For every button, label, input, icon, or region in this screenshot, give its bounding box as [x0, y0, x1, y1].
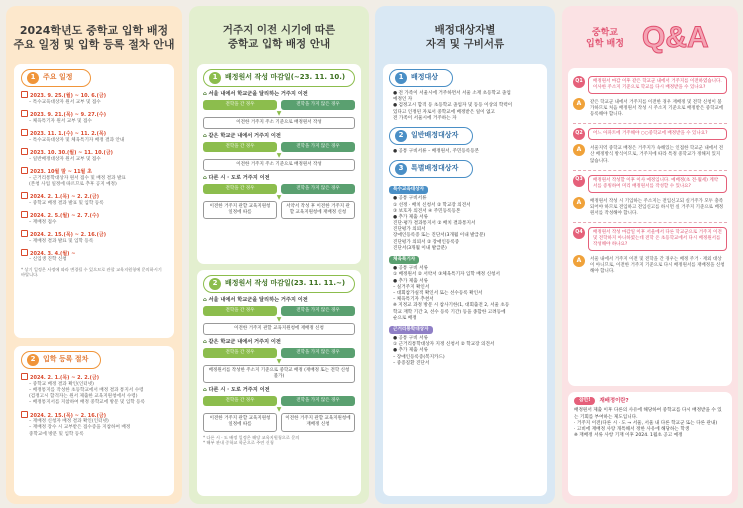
transferred-box: 전학을 간 경우	[203, 348, 277, 358]
house-icon: ⌂	[203, 91, 209, 97]
schedule-note: * 상기 일정은 사정에 따라 변경될 수 있으므로 관할 교육지원청에 문의하시기 바랍니다.	[21, 266, 162, 278]
section-label: 배정대상	[411, 73, 439, 82]
schedule-desc: – 재배정 결과 발표 및 입학 등록	[29, 238, 94, 244]
transferred-box: 전학을 간 경우	[203, 396, 277, 406]
title-line-2: 주요 일정 및 입학 등록 절차 안내	[13, 38, 175, 52]
special-line: – 실거주지 확인서	[393, 284, 430, 290]
qa-panel	[562, 6, 738, 504]
answer-text: 같은 학교군 내에서 거주지를 이전한 경우 재배정 및 전학 신청이 불가하므로 처음 배정원서 작성 시 주소지 기준으로 배정받은 중학교에 등록해야 합니다.	[590, 100, 724, 118]
tip-line: · 고비에 재배정 사랑 개특해서 정한 사유에 해당하는 학생	[574, 427, 690, 433]
section-label: 배정원서 작성 마감일(~23. 11. 10.)	[225, 73, 346, 82]
schedule-desc: – 체육특기자 원서 교부 및 접수	[29, 118, 92, 124]
special-line: 진단·평가 결과통지서 ② 배치 결과통지서	[393, 221, 476, 227]
down-arrow-icon: ▼	[276, 152, 282, 160]
special-line: 진단평가 의뢰서 ② 장애인등록증	[393, 239, 460, 245]
title-line-2: 입학 배정	[586, 39, 624, 50]
down-arrow-icon: ▼	[276, 316, 282, 324]
house-icon: ⌂	[203, 133, 209, 140]
special-line: ① 배정원서 ② 서약서 ③체육특기자 입학 배정 신청서	[393, 272, 500, 278]
relocation-panel-title	[189, 6, 369, 51]
tip-card	[568, 392, 732, 496]
registration-desc: – 중학교 배정 결과 확인(인터넷)	[29, 381, 94, 387]
relocation-note-1: * 다른 시 · 도 배정 일정은 해당 교육지원청으로 문의	[203, 434, 300, 440]
schedule-date: 2023. 11. 1.(수) ~ 11. 2.(목)	[21, 129, 167, 138]
move-result: 배정원서를 작성한 주소지 기준으로 중학교 배정 (재배정 또는 전학 신청 불가)	[203, 365, 355, 383]
title-line-1: 중학교	[591, 28, 618, 38]
special-line: ● 공통 구비 서류	[393, 266, 429, 272]
schedule-date: 2024. 2. 5.(월) ~ 2. 7.(수)	[21, 211, 167, 220]
section-number: 2	[395, 130, 407, 142]
tip-line: 배정원서 제출 이후 다른의 사유에 해당하여 중학교를 다시 배정받을 수 있는 기회를 부여하는 제도입니다.	[574, 408, 722, 420]
move-case-label	[203, 297, 355, 304]
question-text: 배정원서 작성 마감일 이후 서울에서 다른 학교군으로 거주지 이전 및 전학하지 아니하였는데 전학 온 초등학교에서 다시 배정원서를 작성해야 하나요?	[588, 227, 727, 251]
move-case-label	[203, 339, 355, 346]
move-case-label	[203, 91, 355, 98]
relocation-panel	[189, 6, 369, 504]
tip-header	[574, 397, 726, 405]
special-line: ● 공통 구비 서류	[393, 336, 429, 342]
registration-date: 2024. 2. 1.(목) ~ 2. 2.(금)	[21, 373, 167, 382]
house-icon: ⌂	[203, 175, 209, 182]
move-cases-after	[203, 297, 355, 432]
schedule-date: 2024. 2. 1.(목) ~ 2. 2.(금)	[21, 192, 167, 201]
question-badge: Q4	[573, 227, 585, 239]
not-transferred-box: 전학을 가지 않은 경우	[281, 306, 355, 316]
special-line: – 체육특기자 추천서	[393, 297, 434, 303]
special-line: ③ 보호자 의견서 ④ 주민등록등본	[393, 208, 461, 214]
eligibility-panel	[375, 6, 555, 504]
schedule-date: 2023. 10월 말 ~ 11월 초	[21, 167, 167, 176]
special-line: ● 추가 제출 서류	[393, 278, 429, 284]
special-line: 순으로 배정	[393, 315, 417, 321]
tip-line: · 거주지 이전(다른 시 · 도 → 서울, 서울 내 다른 학교군 또는 다른 관내)	[574, 420, 718, 426]
special-line: – 대회참가실적 확인서 또는 선수등록 확인서	[393, 290, 483, 296]
special-line: 진단서(3개월 이내 발급분)	[393, 245, 447, 251]
target-line: ● 전 가족이 서울시에 거주하면서 서울 소재 초등학교 졸업	[393, 91, 511, 96]
section-number: 1	[209, 72, 221, 84]
qa-divider	[573, 123, 727, 124]
move-case-label	[203, 133, 355, 140]
section-label: 일반배정대상자	[411, 131, 459, 140]
schedule-date: 2023. 9. 25.(월) ~ 10. 6.(금)	[21, 91, 167, 100]
registration-desc: – 배정통지서를 지참하여 배정 중학교에 방문 및 입학 등록	[29, 400, 146, 406]
case-options	[203, 348, 355, 358]
section-main-schedule	[21, 69, 91, 87]
case-options	[203, 142, 355, 152]
special-group-head: 체육특기자	[389, 256, 419, 264]
special-line: ① 근거리통학대상자 지정 신청서 ② 학교장 의견서	[393, 342, 495, 348]
registration-list	[21, 373, 167, 438]
special-line: 장애인등록증 또는 진단서(3개월 이내 발급분)	[393, 233, 486, 239]
move-case-text: 서울 내에서 학교군을 달리하는 거주지 이전	[208, 91, 308, 97]
answer-text: 서울지역 중학교 배정은 거주지가 속해있는 인접한 학교군 내에서 전산 배정방식 방식이므로, 거주지에 따라 특정 중학교가 정해져 있지 않습니다.	[590, 146, 724, 164]
schedule-desc: (본청 사업 일정에 따르므로 추후 공지 예정)	[29, 181, 117, 187]
target-line: 있다고 인정된 자로서 중학교에 배정받은 일이 없고	[393, 109, 495, 115]
target-line: 전 가족이 서울시에 거주하는 자	[393, 115, 457, 121]
not-transferred-box: 전학을 가지 않은 경우	[281, 184, 355, 194]
schedule-desc: – 근거리통학대상자 원서 접수 및 배정 결과 발표	[29, 175, 126, 181]
answer-row	[573, 144, 727, 166]
registration-desc: – 배정통지를 작성한 초등학교에서 배정 결과 통지서 수령	[29, 387, 144, 393]
section-after-deadline	[203, 275, 355, 293]
move-result-a: 이전한 거주지 관할 교육지원청 일정에 따름	[203, 413, 277, 431]
schedule-desc: – 신입생 진학 신청	[29, 257, 67, 263]
section-number: 1	[395, 72, 407, 84]
house-icon: ⌂	[203, 297, 209, 303]
section-label: 배정원서 작성 마감일(23. 11. 11.~)	[225, 279, 346, 288]
special-group-head: 특수교육대상자	[389, 186, 428, 194]
special-line: ● 추가 제출 서류	[393, 348, 429, 354]
answer-text: 배정원서 작성 시 기입하는 주소지는 전입신고되 실거주가 모두 충족되어야 하므로 전입하고 전입신고를 하시면 실 거주지 기준으로 배정원서를 작성해야 합니다.	[590, 198, 724, 216]
down-arrow-icon: ▼	[276, 358, 282, 366]
target-line: ● 검정고시 합격 등 초등학교 졸업자 및 동등 이상의 학력이	[393, 103, 513, 109]
schedule-date: 2023. 9. 21.(목) ~ 9. 27.(수)	[21, 110, 167, 119]
move-results	[203, 201, 355, 219]
case-options	[203, 396, 355, 406]
schedule-date: 2023. 10. 30.(월) ~ 11. 10.(금)	[21, 148, 167, 157]
section-number: 2	[209, 278, 221, 290]
eligibility-card	[383, 64, 547, 496]
schedule-desc: – 특수교육대상자 원서 교부 및 접수	[29, 99, 101, 105]
case-options	[203, 306, 355, 316]
move-case-text: 서울 내에서 학교군을 달리하는 거주지 이전	[208, 297, 308, 303]
schedule-date: 2024. 2. 15.(목) ~ 2. 16.(금)	[21, 230, 167, 239]
registration-date: 2024. 2. 15.(목) ~ 2. 16.(금)	[21, 411, 167, 420]
answer-row	[573, 255, 727, 277]
section-registration	[21, 351, 101, 369]
registration-desc: – 재배정 장수 시 교부받은 접수증을 지참하여 배정	[29, 425, 131, 431]
title-line-1: 배정대상자별	[434, 24, 496, 36]
house-icon: ⌂	[203, 339, 209, 346]
move-case-text: 같은 학교군 내에서 거주지 이전	[208, 339, 281, 346]
schedule-desc: – 재배정 접수	[29, 219, 57, 225]
title-line-1: 2024학년도 중학교 입학 배정	[19, 24, 169, 37]
question-row	[573, 175, 727, 193]
move-result: 이전한 거주지 관할 교육지원청에 재배정 신청	[203, 323, 355, 335]
section-special	[389, 160, 473, 178]
special-line: 학교 재학 기간 3, 선수 등록 기간) 등을 종합한 고려등에	[393, 309, 506, 315]
move-results	[203, 413, 355, 431]
tip-line: ※ 재배정 서류 사항 기재 이후 2024. 1월초 공고 예정	[574, 433, 683, 439]
schedule-desc: – 일반배정대상자 원서 교부 및 접수	[29, 156, 101, 162]
house-icon: ⌂	[203, 387, 209, 394]
move-result: 이전한 거주지 주소 기준으로 배정원서 작성	[203, 117, 355, 129]
schedule-desc: – 특수교육대상자 및 체육특기자 배정 결과 안내	[29, 137, 125, 143]
case-options	[203, 184, 355, 194]
not-transferred-box: 전학을 가지 않은 경우	[281, 100, 355, 110]
qa-divider	[573, 222, 727, 223]
answer-text: 서울 내에서 거주지 이전 및 전학을 간 경우는 배정 주거 · 재외 대상이 아니므로, 이전한 거주지 기준으로 다시 배정원서를 재배정을 신청해야 합니다.	[590, 257, 725, 275]
section-before-deadline	[203, 69, 355, 87]
title-line-2: 중학교 입학 배정 안내	[227, 37, 331, 50]
qa-title	[586, 28, 624, 51]
registration-desc: (검정고시 합격자는 원서 제출한 교육지원청에서 수령)	[29, 394, 138, 400]
question-row	[573, 128, 727, 140]
eligibility-panel-title	[375, 6, 555, 51]
move-result-b: 서약서 작성 후 이전한 거주지 관할 교육지원청에 재배정 신청	[281, 201, 355, 219]
schedule-panel	[6, 6, 182, 504]
section-number: 3	[395, 163, 407, 175]
not-transferred-box: 전학을 가지 않은 경우	[281, 396, 355, 406]
schedule-card	[14, 64, 174, 338]
transferred-box: 전학을 간 경우	[203, 184, 277, 194]
move-result: 이전한 거주지 주소 기준으로 배정원서 작성	[203, 159, 355, 171]
title-line-1: 거주지 이전 시기에 따른	[222, 24, 336, 36]
tip-list	[574, 408, 726, 439]
special-line: – 중증질환 진단서	[393, 360, 430, 366]
move-cases-before	[203, 91, 355, 219]
answer-badge: A	[573, 144, 585, 156]
special-list	[389, 182, 541, 367]
move-case-text: 같은 학교군 내에서 거주지 이전	[208, 133, 281, 140]
move-result-a: 이전한 거주지 관할 교육지원청 일정에 따름	[203, 201, 277, 219]
special-line: ● 추가 제출 서류	[393, 214, 429, 220]
down-arrow-icon: ▼	[276, 110, 282, 118]
move-case-label	[203, 175, 355, 182]
target-line: 예정인 자	[393, 97, 413, 103]
target-list	[389, 91, 541, 122]
question-row	[573, 227, 727, 251]
move-case-label	[203, 387, 355, 394]
registration-card	[14, 346, 174, 496]
question-text: 배정원서 작성할 이후 이사 예정입니다. 예배정(초 전·월세) 계약서를 증빙하여 미리 배정원서를 작성할 수 있나요?	[588, 175, 727, 193]
section-number: 1	[27, 72, 39, 84]
question-badge: Q1	[573, 76, 585, 88]
question-row	[573, 76, 727, 94]
title-line-2: 자격 및 구비서류	[425, 37, 505, 50]
down-arrow-icon: ▼	[276, 406, 282, 414]
section-general	[389, 127, 473, 145]
transferred-box: 전학을 간 경우	[203, 100, 277, 110]
special-line: – 장애인등록증(복지카드)	[393, 354, 445, 360]
general-docs: ● 공통 구비서류 – 배정원서, 주민등록등본	[393, 148, 480, 154]
down-arrow-icon: ▼	[276, 194, 282, 202]
qa-list	[573, 76, 727, 277]
qa-logo: Q&A	[642, 21, 709, 54]
after-deadline-card	[197, 270, 361, 496]
section-label: 특별배정대상자	[411, 164, 459, 173]
section-label: 입학 등록 절차	[43, 355, 89, 364]
registration-desc: 중학교에 방문 및 입학 등록	[29, 431, 84, 437]
answer-badge: A	[573, 98, 585, 110]
qa-divider	[573, 170, 727, 171]
registration-desc: – 재배정 신청자 배정 결과 확인(인터넷)	[29, 419, 109, 425]
question-badge: Q3	[573, 175, 585, 187]
question-badge: Q2	[573, 128, 585, 140]
special-line: ※ 지정교 과정 방문 시 참사기한(1, 대회출전 2, 서울 초등	[393, 303, 510, 309]
special-line: ① 선정 · 배치 신청서 ② 학교장 의견서	[393, 202, 471, 208]
answer-row	[573, 197, 727, 219]
not-transferred-box: 전학을 가지 않은 경우	[281, 142, 355, 152]
schedule-desc: – 중학교 배정 결과 발표 및 입학 등록	[29, 200, 104, 206]
tip-badge: 잠깐!	[574, 397, 595, 405]
question-text: 배정원서 마감 이후 같은 학교군 내에서 거주지를 이전하였습니다. 이사한 주소지 기준으로 학교를 다시 배정받을 수 있나요?	[588, 76, 727, 94]
before-deadline-card	[197, 64, 361, 264]
transferred-box: 전학을 간 경우	[203, 142, 277, 152]
answer-badge: A	[573, 255, 585, 267]
special-line: 진단평가 의뢰서	[393, 227, 426, 233]
relocation-note-2: * 해부 관내 중학교 학군으로 주연 신청	[203, 440, 274, 446]
move-case-text: 다른 시 · 도로 거주지 이전	[208, 387, 270, 394]
section-number: 2	[27, 354, 39, 366]
answer-badge: A	[573, 197, 585, 209]
answer-row	[573, 98, 727, 120]
special-line: ● 공통 구비서류	[393, 196, 427, 202]
case-options	[203, 100, 355, 110]
not-transferred-box: 전학을 가지 않은 경우	[281, 348, 355, 358]
section-label: 주요 일정	[43, 73, 73, 82]
transferred-box: 전학을 간 경우	[203, 306, 277, 316]
tip-title: 재배정이란?	[599, 397, 629, 404]
schedule-date: 2024. 3. 4.(월) ~	[21, 249, 167, 258]
qa-card	[568, 68, 732, 386]
schedule-panel-title	[6, 6, 182, 53]
schedule-list	[21, 91, 167, 264]
special-group-head: 근거리통학대상자	[389, 326, 433, 334]
move-case-text: 다른 시 · 도로 거주지 이전	[208, 175, 270, 182]
move-result-b: 이전한 거주지 관할 교육지원청에 재배정 신청	[281, 413, 355, 431]
question-text: 어느 아파트에 거주해야 ○○중학교에 배정받을 수 있나요?	[588, 128, 727, 140]
section-target	[389, 69, 453, 87]
